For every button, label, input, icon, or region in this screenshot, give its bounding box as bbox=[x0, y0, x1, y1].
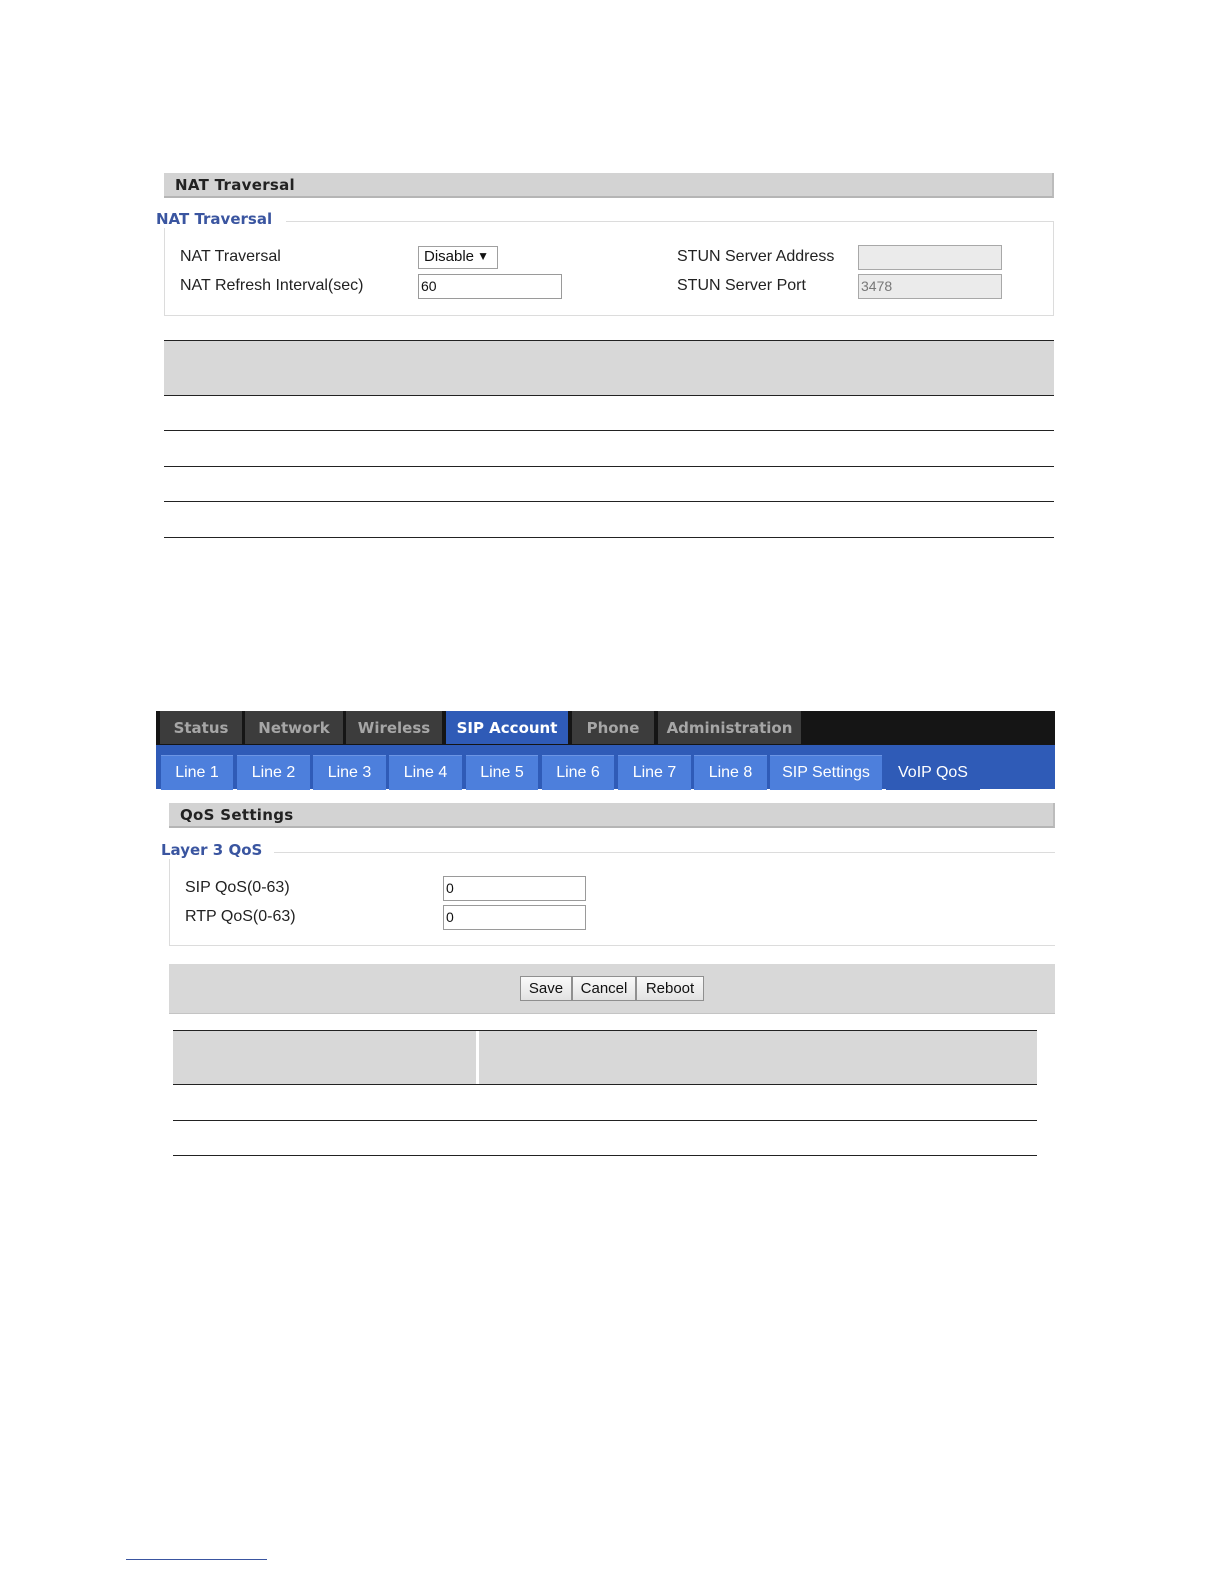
subtab-line-1[interactable]: Line 1 bbox=[161, 755, 233, 790]
stun-address-input[interactable] bbox=[858, 245, 1002, 270]
nat-traversal-label: NAT Traversal bbox=[180, 248, 281, 265]
tab-wireless[interactable]: Wireless bbox=[346, 711, 442, 744]
subtab-sip-settings[interactable]: SIP Settings bbox=[770, 755, 882, 790]
qos-table-header-cell-1 bbox=[173, 1031, 476, 1084]
qos-section-header bbox=[169, 803, 1055, 828]
save-button[interactable]: Save bbox=[520, 976, 572, 1001]
nat-fieldset-legend: NAT Traversal bbox=[156, 210, 273, 228]
subtab-line-8[interactable]: Line 8 bbox=[694, 755, 767, 790]
nat-table-row-border bbox=[164, 466, 1054, 467]
rtp-qos-input[interactable]: 0 bbox=[443, 905, 586, 930]
qos-section-title: QoS Settings bbox=[180, 806, 294, 824]
subtab-line-4[interactable]: Line 4 bbox=[389, 755, 462, 790]
nat-table-row-border bbox=[164, 430, 1054, 431]
stun-port-input[interactable]: 3478 bbox=[858, 274, 1002, 299]
sip-qos-label: SIP QoS(0-63) bbox=[185, 879, 290, 896]
nat-section-header bbox=[164, 173, 1054, 198]
action-bar bbox=[169, 964, 1055, 1014]
qos-table-row-border bbox=[173, 1120, 1037, 1121]
tab-administration[interactable]: Administration bbox=[658, 711, 801, 744]
footnote-separator bbox=[126, 1559, 267, 1560]
qos-fieldset-top-rule bbox=[274, 852, 1055, 853]
qos-table-row-border bbox=[173, 1155, 1037, 1156]
subtab-line-3[interactable]: Line 3 bbox=[313, 755, 386, 790]
qos-table-header-cell-2 bbox=[479, 1031, 1037, 1084]
tab-status[interactable]: Status bbox=[160, 711, 242, 744]
nat-traversal-selected-value: Disable bbox=[424, 248, 475, 265]
subtab-line-6[interactable]: Line 6 bbox=[542, 755, 614, 790]
sub-navigation bbox=[156, 745, 1055, 789]
subtab-line-7[interactable]: Line 7 bbox=[618, 755, 691, 790]
tab-network[interactable]: Network bbox=[245, 711, 343, 744]
top-navigation bbox=[156, 711, 1055, 745]
nat-refresh-label: NAT Refresh Interval(sec) bbox=[180, 277, 364, 294]
nat-table-row-border bbox=[164, 395, 1054, 396]
nat-table-row-border bbox=[164, 501, 1054, 502]
rtp-qos-label: RTP QoS(0-63) bbox=[185, 908, 296, 925]
nat-refresh-input[interactable]: 60 bbox=[418, 274, 562, 299]
subtab-line-5[interactable]: Line 5 bbox=[466, 755, 538, 790]
sip-qos-input[interactable]: 0 bbox=[443, 876, 586, 901]
stun-address-label: STUN Server Address bbox=[677, 248, 835, 265]
nat-table-row-border bbox=[164, 537, 1054, 538]
subtab-line-2[interactable]: Line 2 bbox=[237, 755, 310, 790]
nat-fieldset-top-rule bbox=[286, 221, 1054, 222]
qos-fieldset bbox=[169, 852, 1055, 946]
chevron-down-icon: ▼ bbox=[477, 249, 489, 263]
stun-port-label: STUN Server Port bbox=[677, 277, 806, 294]
qos-table-row-border bbox=[173, 1084, 1037, 1085]
reboot-button[interactable]: Reboot bbox=[636, 976, 704, 1001]
nat-traversal-select[interactable] bbox=[418, 246, 498, 269]
qos-fieldset-legend: Layer 3 QoS bbox=[161, 841, 263, 859]
cancel-button[interactable]: Cancel bbox=[572, 976, 636, 1001]
tab-sip-account[interactable]: SIP Account bbox=[446, 711, 568, 744]
nat-table-header-row bbox=[164, 341, 1054, 395]
nat-section-title: NAT Traversal bbox=[175, 176, 295, 194]
tab-phone[interactable]: Phone bbox=[572, 711, 654, 744]
subtab-voip-qos[interactable]: VoIP QoS bbox=[886, 755, 980, 790]
